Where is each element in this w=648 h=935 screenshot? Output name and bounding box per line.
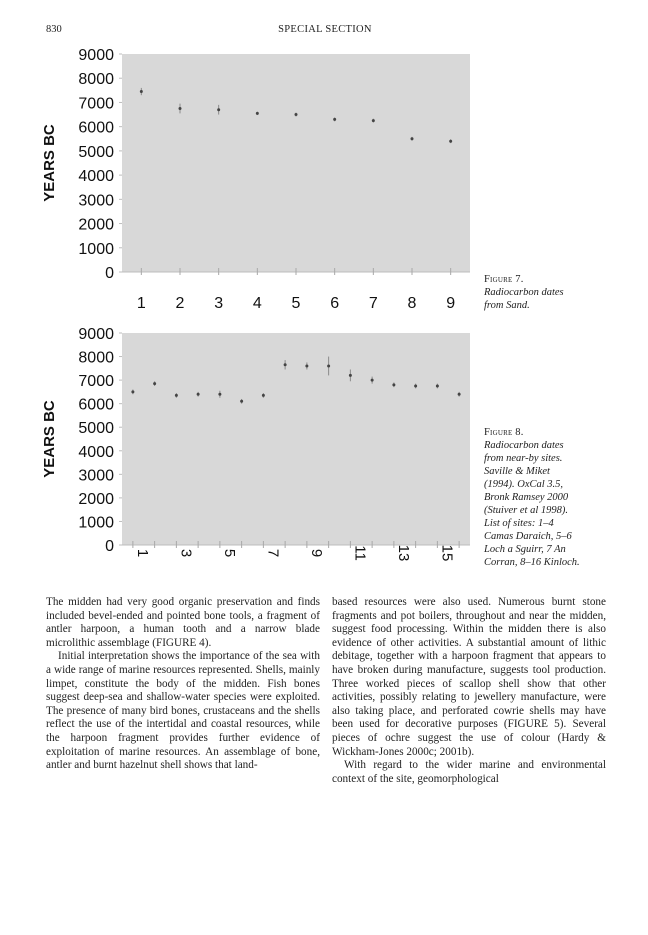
y-axis-label: YEARS BC <box>41 400 58 478</box>
page-number: 830 <box>46 24 62 35</box>
x-tick-label: 5 <box>220 548 238 558</box>
running-head <box>0 24 648 40</box>
data-point <box>179 107 182 110</box>
data-point <box>284 363 287 366</box>
caption-line: List of sites: 1–4 <box>484 518 554 529</box>
x-tick-label: 5 <box>291 295 301 312</box>
data-point <box>175 394 178 397</box>
figure-8-caption <box>484 426 602 569</box>
x-tick-label: 9 <box>446 295 456 312</box>
x-tick-label: 13 <box>394 544 412 562</box>
data-point <box>256 112 259 115</box>
x-tick-label: 7 <box>368 295 378 312</box>
y-tick-label: 9000 <box>78 47 114 64</box>
x-tick-label: 7 <box>264 548 282 558</box>
data-point <box>327 364 330 367</box>
plot-area <box>122 54 470 272</box>
y-tick-label: 4000 <box>78 168 114 186</box>
caption-line: Corran, 8–16 Kinloch. <box>484 557 580 568</box>
data-point <box>333 118 336 121</box>
data-point <box>153 382 156 385</box>
y-tick-label: 4000 <box>78 443 114 461</box>
data-point <box>262 394 265 397</box>
body-paragraph: based resources were also used. Numerous burnt stone fragments and pot boilers, throughout and near the midden, suggest food processing. Within the midden there is also evidence of other activities. A substantial amount of lithic debitage, together with a harpoon fragment that appears to have broken during manufacture, suggests tool production. Three worked pieces of scallop shell show that other activities, possibly relating to jewellery manufacture, were also taking place, and perforated cowrie shells may have been used for decorative purposes (FIGURE 5). Several pieces of ochre suggest the use of colour (Hardy & Wickham-Jones 2000c; 2001b). <box>332 596 606 758</box>
y-tick-label: 5000 <box>78 420 114 438</box>
y-tick-label: 1000 <box>78 240 114 258</box>
body-column-left <box>46 596 320 773</box>
x-tick-label: 8 <box>407 295 417 312</box>
y-axis-label: YEARS BC <box>41 124 58 202</box>
section-title: SPECIAL SECTION <box>278 24 372 35</box>
data-point <box>449 140 452 143</box>
caption-line: Camas Daraich, 5–6 <box>484 531 572 542</box>
y-tick-label: 5000 <box>78 143 114 161</box>
figure-8-chart <box>40 327 480 585</box>
data-point <box>411 137 414 140</box>
data-point <box>197 393 200 396</box>
body-column-right <box>332 596 606 786</box>
body-paragraph: The midden had very good organic preservation and finds included bevel-ended and pointed bone tools, a fragment of antler harpoon, a human tooth and a narrow blade microlithic assemblage (FIGURE 4). <box>46 596 320 649</box>
caption-line: Radiocarbon dates <box>484 440 564 451</box>
y-tick-label: 0 <box>105 265 114 282</box>
data-point <box>349 374 352 377</box>
figure-7-label: Figure 7. <box>484 274 524 285</box>
y-tick-label: 6000 <box>78 396 114 414</box>
data-point <box>372 119 375 122</box>
figure-7-caption <box>484 273 602 312</box>
caption-line: Bronk Ramsey 2000 <box>484 492 569 503</box>
data-point <box>295 113 298 116</box>
data-point <box>305 364 308 367</box>
x-tick-label: 1 <box>133 548 151 558</box>
plot-area <box>122 333 470 545</box>
y-tick-label: 6000 <box>78 119 114 137</box>
caption-line: Radiocarbon dates <box>484 287 564 298</box>
y-tick-label: 7000 <box>78 373 114 391</box>
x-tick-label: 3 <box>214 295 224 312</box>
y-tick-label: 3000 <box>78 192 114 210</box>
data-point <box>240 400 243 403</box>
data-point <box>392 383 395 386</box>
y-tick-label: 7000 <box>78 95 114 113</box>
x-tick-label: 3 <box>177 548 195 558</box>
caption-line: (1994). OxCal 3.5, <box>484 479 564 490</box>
data-point <box>218 393 221 396</box>
data-point <box>414 385 417 388</box>
y-tick-label: 2000 <box>78 490 114 508</box>
data-point <box>131 390 134 393</box>
figure-8-label: Figure 8. <box>484 427 524 438</box>
figure-8-plot <box>40 327 480 585</box>
caption-line: (Stuiver et al 1998). <box>484 505 568 516</box>
y-tick-label: 2000 <box>78 216 114 234</box>
y-tick-label: 9000 <box>78 327 114 343</box>
y-tick-label: 8000 <box>78 349 114 367</box>
data-point <box>217 108 220 111</box>
y-tick-label: 3000 <box>78 467 114 485</box>
x-tick-label: 15 <box>438 544 456 562</box>
data-point <box>458 393 461 396</box>
caption-line: from Sand. <box>484 300 530 311</box>
figure-7-plot <box>40 46 480 318</box>
caption-line: Loch a Sguirr, 7 An <box>484 544 566 555</box>
x-tick-label: 11 <box>351 545 369 561</box>
x-tick-label: 2 <box>175 295 185 312</box>
y-tick-label: 0 <box>105 538 114 555</box>
x-tick-label: 1 <box>136 295 146 312</box>
y-tick-label: 1000 <box>78 514 114 532</box>
caption-line: from near-by sites. <box>484 453 563 464</box>
body-paragraph: With regard to the wider marine and environmental context of the site, geomorphological <box>332 759 606 785</box>
y-tick-label: 8000 <box>78 71 114 89</box>
x-tick-label: 4 <box>252 295 262 312</box>
data-point <box>436 385 439 388</box>
body-paragraph: Initial interpretation shows the importance of the sea with a wide range of marine resources represented. Shells, mainly limpet, constitute the body of the midden. Fish bones suggest deep-sea and shallow-water species were exploited. The presence of many bird bones, crustaceans and the shells reflect the use of the intertidal and coastal resources, while the harpoon fragment provides further evidence of exploitation of marine resources. An assemblage of bone, antler and burnt hazelnut shell shows that land- <box>46 650 320 772</box>
x-tick-label: 6 <box>330 295 340 312</box>
data-point <box>371 379 374 382</box>
x-tick-label: 9 <box>307 548 325 558</box>
caption-line: Saville & Miket <box>484 466 550 477</box>
figure-7-chart <box>40 46 480 318</box>
data-point <box>140 90 143 93</box>
